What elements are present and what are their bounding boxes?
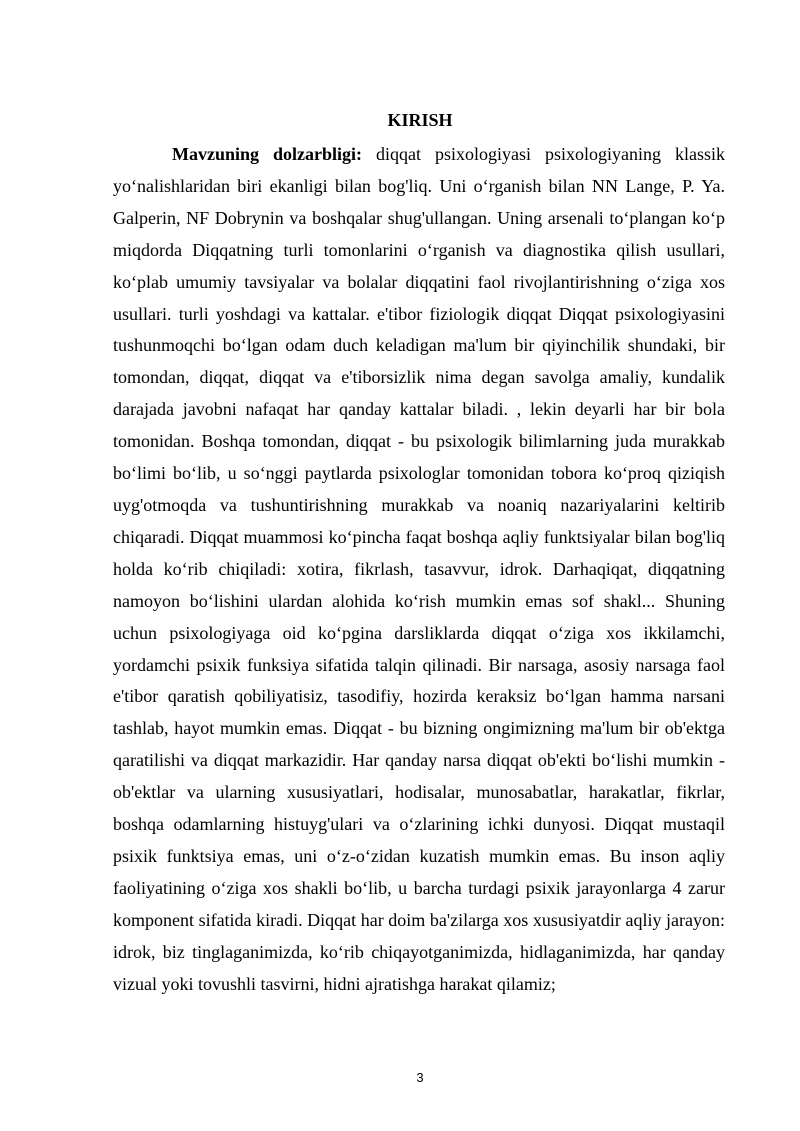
body-paragraph	[113, 139, 725, 1000]
lead-label: Mavzuning dolzarbligi:	[172, 144, 363, 164]
page-number: 3	[416, 1070, 424, 1085]
paragraph-text: diqqat psixologiyasi psixologiyaning klassik yo‘nalishlaridan biri ekanligi bilan bog'liq. Uni o‘rganish bilan NN Lange, P. Ya. Galperin, NF Dobrynin va boshqalar shug'ullangan. Uning arsenali to‘plangan ko‘p miqdorda Diqqatning turli tomonlarini o‘rganish va diagnostika qilish usullari, ko‘plab umumiy tavsiyalar va bolalar diqqatini faol rivojlantirishning o‘ziga xos usullari. turli yoshdagi va kattalar. e'tibor fiziologik diqqat Diqqat psixologiyasini tushunmoqchi bo‘lgan odam duch keladigan ma'lum bir qiyinchilik shundaki, bir tomondan, diqqat, diqqat va e'tiborsizlik nima degan savolga amaliy, kundalik darajada javobni nafaqat har qanday kattalar biladi. , lekin deyarli har bir bola tomonidan. Boshqa tomondan, diqqat - bu psixologik bilimlarning juda murakkab bo‘limi bo‘lib, u so‘nggi paytlarda psixologlar tomonidan tobora ko‘proq qiziqish uyg'otmoqda va tushuntirishning murakkab va noaniq nazariyalarini keltirib chiqaradi. Diqqat muammosi ko‘pincha faqat boshqa aqliy funktsiyalar bilan bog'liq holda ko‘rib chiqiladi: xotira, fikrlash, tasavvur, idrok. Darhaqiqat, diqqatning namoyon bo‘lishini ulardan alohida ko‘rish mumkin emas sof shakl... Shuning uchun psixologiyaga oid ko‘pgina darsliklarda diqqat o‘ziga xos ikkilamchi, yordamchi psixik funksiya sifatida talqin qilinadi. Bir narsaga, asosiy narsaga faol e'tibor qaratish qobiliyatisiz, tasodifiy, hozirda keraksiz bo‘lgan hamma narsani tashlab, hayot mumkin emas. Diqqat - bu bizning ongimizning ma'lum bir ob'ektga qaratilishi va diqqat markazidir. Har qanday narsa diqqat ob'ekti bo‘lishi mumkin - ob'ektlar va ularning xususiyatlari, hodisalar, munosabatlar, harakatlar, fikrlar, boshqa odamlarning histuyg'ulari va o‘zlarining ichki dunyosi. Diqqat mustaqil psixik funktsiya emas, uni o‘z-o‘zidan kuzatish mumkin emas. Bu inson aqliy faoliyatining o‘ziga xos shakli bo‘lib, u barcha turdagi psixik jarayonlarga 4 zarur komponent sifatida kiradi. Diqqat har doim ba'zilarga xos xususiyatdir aqliy jarayon: idrok, biz tinglaganimizda, ko‘rib chiqayotganimizda, hidlaganimizda, har qanday vizual yoki tovushli tasvirni, hidni ajratishga harakat qilamiz;	[113, 144, 725, 994]
page-title: KIRISH	[387, 110, 453, 130]
